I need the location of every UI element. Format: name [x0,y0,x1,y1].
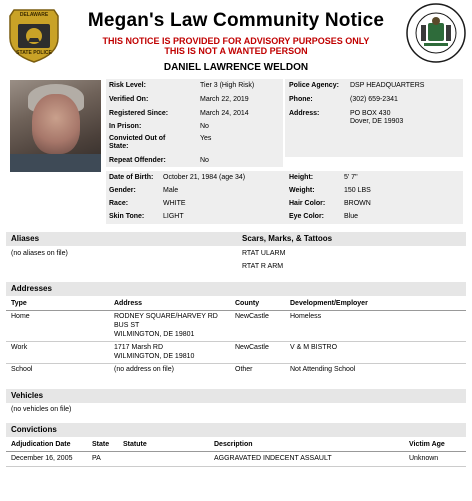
address-row-employer: Not Attending School [290,366,356,373]
in-prison-label: In Prison: [109,123,142,130]
address-row-type: School [11,366,33,373]
conviction-col-description: Description [214,441,253,448]
address-row-line1: RODNEY SQUARE/HARVEY RD [114,313,218,320]
repeat-offender-label: Repeat Offender: [109,157,166,164]
vehicles-title: Vehicles [11,391,44,400]
aliases-title: Aliases [11,234,40,243]
address-row-line2: BUS ST [114,322,140,329]
badge-bottom-text: STATE POLICE [16,50,52,56]
convictions-header-bar [6,423,466,437]
row-divider [6,341,466,342]
badge-top-text: DELAWARE [19,12,49,18]
skin-tone-value: LIGHT [163,213,184,220]
convictions-title: Convictions [11,425,57,434]
skin-tone-label: Skin Tone: [109,213,145,220]
conviction-col-date: Adjudication Date [11,441,71,448]
verified-value: March 22, 2019 [200,96,249,103]
address-row-employer: V & M BISTRO [290,344,338,351]
height-label: Height: [289,174,314,181]
verified-label: Verified On: [109,96,149,103]
address-row-employer: Homeless [290,313,322,320]
registered-value: March 24, 2014 [200,110,249,117]
address-row-line3: WILMINGTON, DE 19801 [114,331,195,338]
conviction-col-state: State [92,441,110,448]
race-value: WHITE [163,200,186,207]
address-row-line2: WILMINGTON, DE 19810 [114,353,195,360]
conviction-col-statute: Statute [123,441,147,448]
addresses-header-bar [6,282,466,296]
row-divider [6,466,466,467]
offender-photo [10,80,101,172]
vehicles-empty: (no vehicles on file) [11,406,72,413]
hair-color-value: BROWN [344,200,371,207]
convicted-out-label-2: State: [109,143,129,150]
not-wanted-warning: THIS IS NOT A WANTED PERSON [164,46,308,56]
row-divider [6,363,466,364]
registered-label: Registered Since: [109,110,169,117]
risk-level-value: Tier 3 (High Risk) [200,82,255,89]
repeat-offender-value: No [200,157,209,164]
conviction-row-state: PA [92,455,101,462]
scar-item: RTAT ULARM [242,250,286,257]
scar-item: RTAT R ARM [242,263,284,270]
address-row-type: Work [11,344,28,351]
address-col-address: Address [114,300,143,307]
dob-value: October 21, 1984 (age 34) [163,174,246,181]
race-label: Race: [109,200,129,207]
offender-name: DANIEL LAWRENCE WELDON [163,62,309,73]
police-agency-label: Police Agency: [289,82,339,89]
page-title: Megan's Law Community Notice [87,10,385,31]
address-col-employer: Development/Employer [290,300,368,307]
hair-color-label: Hair Color: [289,200,326,207]
address-header-divider [6,310,466,311]
conviction-row-victim-age: Unknown [409,455,439,462]
weight-value: 150 LBS [344,187,371,194]
address-label: Address: [289,110,320,117]
conviction-row-date: December 16, 2005 [11,455,73,462]
address-row-county: NewCastle [235,344,269,351]
scars-title: Scars, Marks, & Tattoos [242,234,333,243]
address-row-county: NewCastle [235,313,269,320]
police-agency-value: DSP HEADQUARTERS [350,82,425,89]
advisory-warning: THIS NOTICE IS PROVIDED FOR ADVISORY PURPOSES ONLY [102,36,370,46]
height-value: 5' 7" [344,174,358,181]
aliases-header-bar [6,232,466,246]
agency-address-line1: PO BOX 430 [350,110,391,117]
weight-label: Weight: [289,187,315,194]
vehicles-header-bar [6,389,466,403]
conviction-row-description: AGGRAVATED INDECENT ASSAULT [214,455,332,462]
conviction-col-victim-age: Victim Age [409,441,445,448]
addresses-title: Addresses [11,284,52,293]
convicted-out-label-1: Convicted Out of [109,135,166,142]
eye-color-value: Blue [344,213,359,220]
address-row-type: Home [11,313,30,320]
address-row-line1: (no address on file) [114,366,174,373]
address-row-county: Other [235,366,253,373]
in-prison-value: No [200,123,209,130]
address-col-type: Type [11,300,27,307]
physical-panel [106,171,463,224]
address-row-line1: 1717 Marsh RD [114,344,164,351]
gender-value: Male [163,187,179,194]
risk-level-label: Risk Level: [109,82,146,89]
eye-color-label: Eye Color: [289,213,325,220]
aliases-empty: (no aliases on file) [11,250,68,257]
address-col-county: County [235,300,260,307]
phone-value: (302) 659-2341 [350,96,398,103]
conviction-header-divider [6,451,466,452]
agency-address-line2: Dover, DE 19903 [350,118,404,125]
gender-label: Gender: [109,187,136,194]
convicted-out-value: Yes [200,135,212,142]
dob-label: Date of Birth: [109,174,154,181]
phone-label: Phone: [289,96,313,103]
